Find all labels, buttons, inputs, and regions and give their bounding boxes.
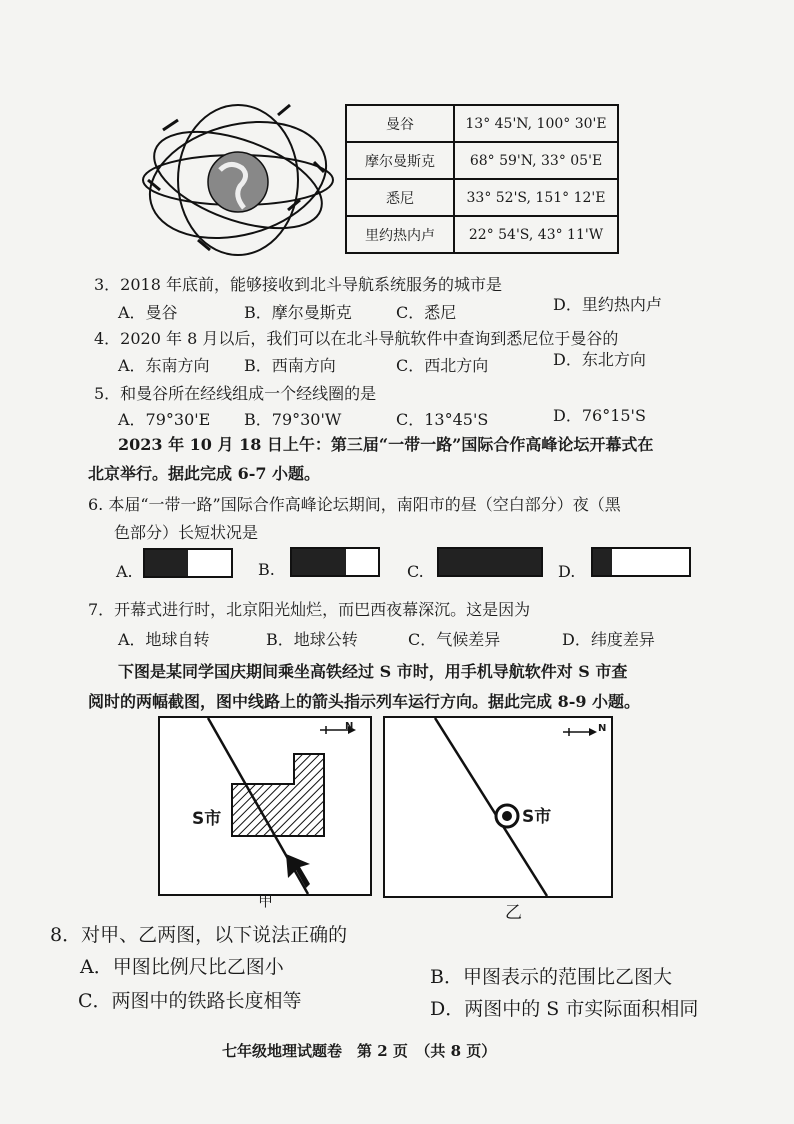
city-name: 里约热内卢 bbox=[346, 216, 454, 253]
city-area-hatched bbox=[232, 754, 324, 836]
city-label: S市 bbox=[522, 807, 552, 827]
question-7-option-d: D．纬度差异 bbox=[562, 630, 655, 649]
question-3-option-b: B．摩尔曼斯克 bbox=[244, 303, 352, 322]
table-row bbox=[346, 105, 618, 142]
map-yi-label: 乙 bbox=[505, 903, 522, 923]
map-jia bbox=[158, 716, 372, 896]
city-coordinate: 33° 52'S, 151° 12'E bbox=[454, 179, 618, 216]
question-8-option-c: C．两图中的铁路长度相等 bbox=[78, 990, 302, 1012]
table-row bbox=[346, 142, 618, 179]
question-4-option-c: C．西北方向 bbox=[396, 356, 489, 375]
satellite-icon bbox=[314, 162, 324, 172]
satellite-icon bbox=[163, 120, 178, 130]
city-coordinate: 13° 45'N, 100° 30'E bbox=[454, 105, 618, 142]
question-7-option-c: C．气候差异 bbox=[408, 630, 501, 649]
map-jia-label: 甲 bbox=[258, 892, 274, 910]
map-yi bbox=[383, 716, 613, 898]
night-portion bbox=[145, 550, 188, 576]
intro-8-9-line2: 阅时的两幅截图，图中线路上的箭头指示列车运行方向。据此完成 8-9 小题。 bbox=[88, 692, 641, 711]
question-4-option-b: B．西南方向 bbox=[244, 356, 336, 375]
question-6-stem-line2: 色部分）长短状况是 bbox=[114, 523, 259, 542]
beidou-satellite-illustration bbox=[138, 100, 338, 260]
day-night-bar-d bbox=[591, 547, 691, 577]
question-5-option-d: D．76°15'S bbox=[553, 406, 646, 425]
question-4-option-a: A．东南方向 bbox=[118, 356, 210, 375]
page-footer: 七年级地理试题卷 第 2 页 （共 8 页） bbox=[222, 1042, 497, 1060]
question-8-option-a: A．甲图比例尺比乙图小 bbox=[80, 956, 284, 978]
question-4-stem: 4．2020 年 8 月以后，我们可以在北斗导航软件中查询到悉尼位于曼谷的 bbox=[94, 329, 619, 348]
day-night-bar-c bbox=[437, 547, 543, 577]
question-5-stem: 5．和曼谷所在经线组成一个经线圈的是 bbox=[94, 384, 377, 403]
question-8-option-b: B．甲图表示的范围比乙图大 bbox=[430, 966, 672, 988]
table-row bbox=[346, 179, 618, 216]
question-5-option-a: A．79°30'E bbox=[118, 410, 211, 429]
city-coordinate: 22° 54'S, 43° 11'W bbox=[454, 216, 618, 253]
city-name: 摩尔曼斯克 bbox=[346, 142, 454, 179]
question-3-option-c: C．悉尼 bbox=[396, 303, 457, 322]
intro-8-9-line1: 下图是某同学国庆期间乘坐高铁经过 S 市时，用手机导航软件对 S 市查 bbox=[118, 662, 628, 681]
question-7-option-a: A．地球自转 bbox=[118, 630, 210, 649]
question-5-option-c: C．13°45'S bbox=[396, 410, 489, 429]
night-portion bbox=[292, 549, 346, 575]
question-3-option-d: D．里约热内卢 bbox=[553, 295, 662, 314]
question-7-stem: 7．开幕式进行时，北京阳光灿烂，而巴西夜幕深沉。这是因为 bbox=[88, 600, 531, 619]
city-coordinates-table bbox=[345, 104, 619, 254]
question-8-stem: 8．对甲、乙两图，以下说法正确的 bbox=[50, 924, 348, 946]
question-8-option-d: D．两图中的 S 市实际面积相同 bbox=[430, 998, 699, 1020]
question-6-option-c-label: C. bbox=[407, 562, 424, 581]
day-night-bar-a bbox=[143, 548, 233, 578]
night-portion bbox=[593, 549, 612, 575]
day-night-bar-b bbox=[290, 547, 380, 577]
satellite-icon bbox=[278, 105, 290, 115]
north-label: N bbox=[345, 721, 354, 732]
north-label: N bbox=[598, 723, 607, 734]
question-6-option-a-label: A. bbox=[116, 562, 133, 581]
question-4-option-d: D．东北方向 bbox=[553, 350, 646, 369]
question-5-option-b: B．79°30'W bbox=[244, 410, 342, 429]
question-3-stem: 3．2018 年底前，能够接收到北斗导航系统服务的城市是 bbox=[94, 275, 502, 294]
train-direction-arrow-icon bbox=[286, 854, 310, 888]
question-6-option-b-label: B. bbox=[258, 560, 275, 579]
table-row bbox=[346, 216, 618, 253]
city-label: S市 bbox=[192, 809, 222, 829]
city-coordinate: 68° 59'N, 33° 05'E bbox=[454, 142, 618, 179]
night-portion bbox=[439, 549, 541, 575]
intro-6-7-line1: 2023 年 10 月 18 日上午：第三届“一带一路”国际合作高峰论坛开幕式在 bbox=[118, 435, 654, 454]
city-name: 曼谷 bbox=[346, 105, 454, 142]
question-7-option-b: B．地球公转 bbox=[266, 630, 358, 649]
north-arrow-icon bbox=[563, 728, 597, 736]
intro-6-7-line2: 北京举行。据此完成 6-7 小题。 bbox=[88, 464, 321, 483]
city-name: 悉尼 bbox=[346, 179, 454, 216]
question-6-stem-line1: 6. 本届“一带一路”国际合作高峰论坛期间，南阳市的昼（空白部分）夜（黑 bbox=[88, 495, 621, 514]
question-3-option-a: A．曼谷 bbox=[118, 303, 178, 322]
question-6-option-d-label: D. bbox=[558, 562, 576, 581]
